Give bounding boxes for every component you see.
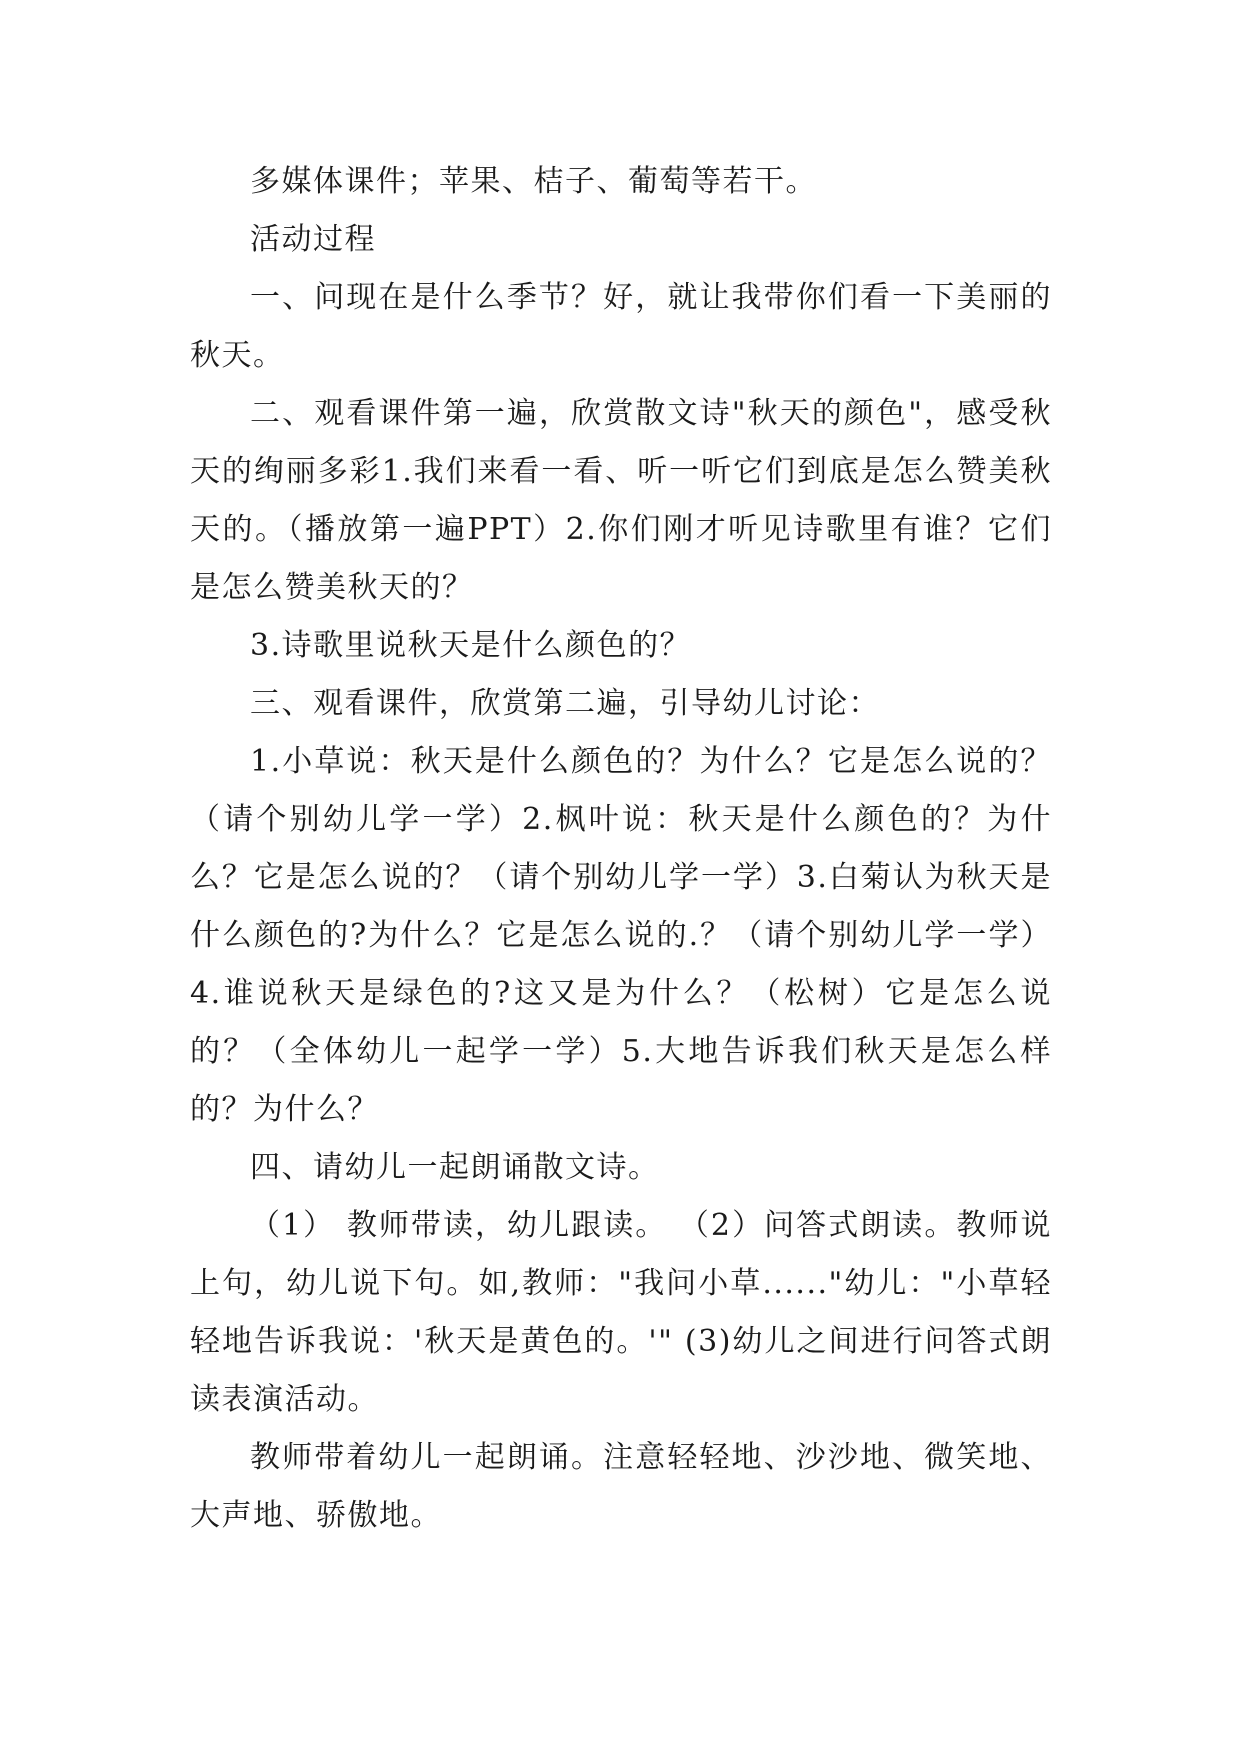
paragraph-step-two: 二、观看课件第一遍，欣赏散文诗"秋天的颜色"，感受秋天的绚丽多彩1.我们来看一看、听一听它们到底是怎么赞美秋天的。（播放第一遍PPT）2.你们刚才听见诗歌里有谁？它们是怎么赞美秋天的？ (190, 396, 1052, 605)
paragraph-step-three-questions: 1.小草说：秋天是什么颜色的？为什么？它是怎么说的？（请个别幼儿学一学）2.枫叶说：秋天是什么颜色的？为什么？它是怎么说的？（请个别幼儿学一学）3.白菊认为秋天是什么颜色的?为什么？它是怎么说的.？（请个别幼儿学一学）4.谁说秋天是绿色的?这又是为什么？（松树）它是怎么说的？（全体幼儿一起学一学）5.大地告诉我们秋天是怎么样的？为什么？ (190, 744, 1052, 1127)
paragraph-materials: 多媒体课件；苹果、桔子、葡萄等若干。 (250, 164, 817, 199)
paragraph-step-three: 三、观看课件，欣赏第二遍，引导幼儿讨论： (250, 686, 880, 721)
paragraph-step-four-methods: （1） 教师带读，幼儿跟读。 （2）问答式朗读。教师说上句，幼儿说下句。如,教师："我问小草......"幼儿："小草轻轻地告诉我说：'秋天是黄色的。'" (3)幼儿之间进行问答式朗读表演活动。 (190, 1208, 1052, 1417)
paragraph-step-one: 一、问现在是什么季节？好，就让我带你们看一下美丽的秋天。 (190, 280, 1052, 373)
paragraph-section-heading: 活动过程 (250, 222, 376, 257)
paragraph-closing: 教师带着幼儿一起朗诵。注意轻轻地、沙沙地、微笑地、大声地、骄傲地。 (190, 1440, 1052, 1533)
paragraph-step-two-question: 3.诗歌里说秋天是什么颜色的？ (250, 628, 692, 663)
document-body (190, 153, 1052, 1545)
paragraph-step-four: 四、请幼儿一起朗诵散文诗。 (250, 1150, 660, 1185)
